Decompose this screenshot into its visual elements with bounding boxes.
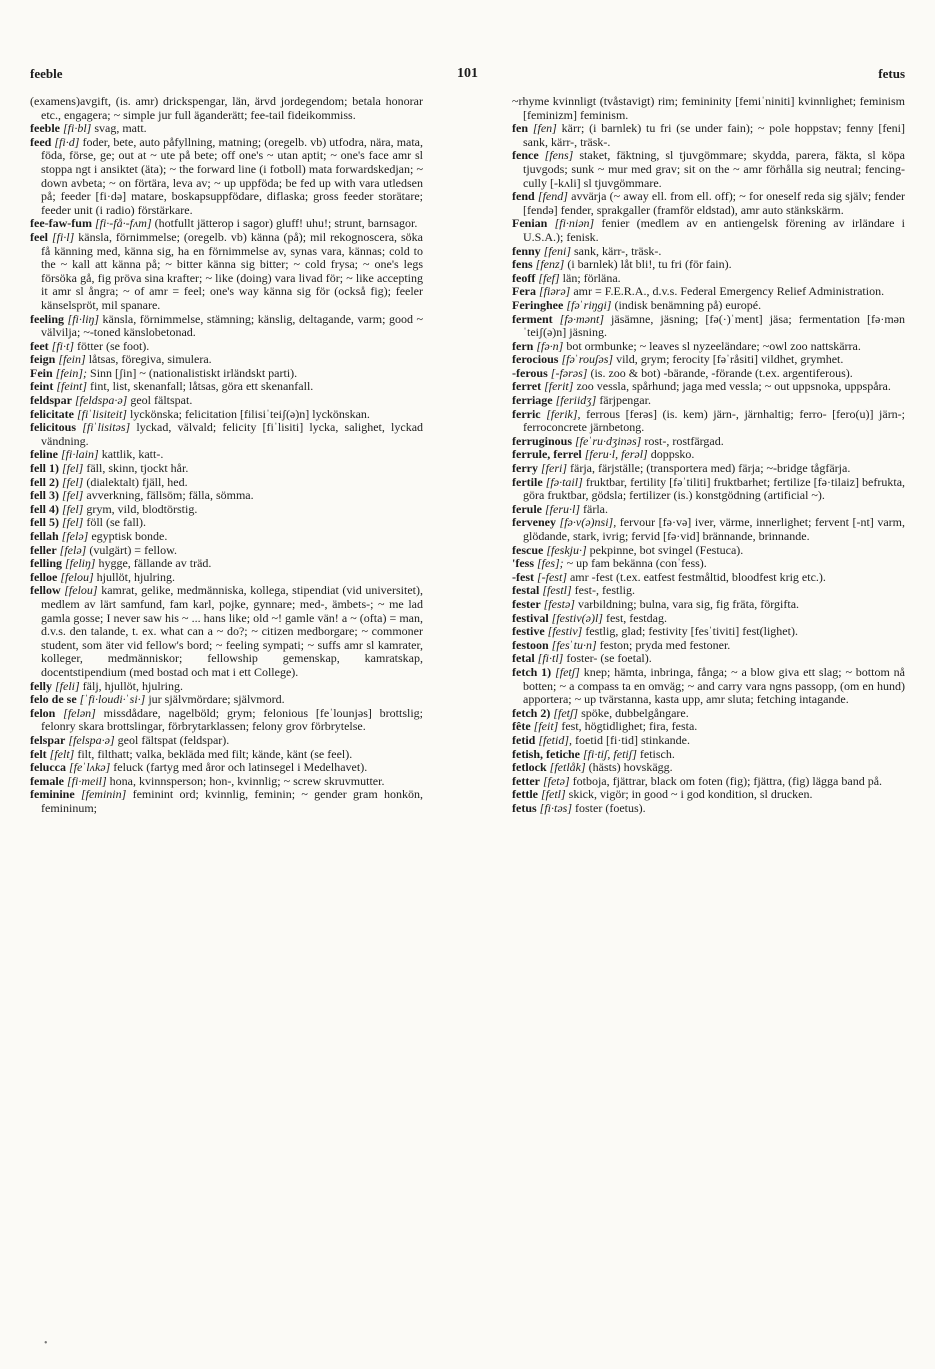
entry-pronunciation: [fi·d] bbox=[54, 134, 80, 149]
dictionary-entry bbox=[512, 598, 905, 612]
entry-pronunciation: [fi·liŋ] bbox=[67, 311, 99, 326]
dictionary-entry bbox=[512, 285, 905, 299]
dictionary-entry bbox=[512, 340, 905, 354]
entry-headword: 'fess bbox=[512, 556, 534, 571]
entry-pronunciation: [feli] bbox=[55, 678, 80, 693]
entry-definition: kamrat, gelike, medmänniska, kollega, stipendiat (vid universitet), medlem av lärt samfund, fam karl, pojke, gynnare; med-, ämbets-; ~ me lad gamla gosse; I never saw his ~ ... hans like; old ~! gamle vän! a ~ (ofta) = man, d.v.s. den talande, t. ex. what can a ~ do?; ~ citizen medborgare; ~ commoner student, som äter vid fellow's bord; ~ feeling sympati; ~ suffs amr sl kamrater, kolleger, medmänniskor; fellowship gemenskap, kamratskap, docentstipendium (med bostad och mat i ett College). bbox=[41, 583, 423, 679]
entry-definition: svag, matt. bbox=[94, 121, 147, 136]
entry-headword: fenny bbox=[512, 243, 541, 258]
entry-headword: felloe bbox=[30, 569, 58, 584]
entry-headword: fetch 2) bbox=[512, 705, 551, 720]
entry-pronunciation: [ferit] bbox=[544, 379, 574, 394]
entry-headword: feoff bbox=[512, 270, 536, 285]
entry-headword: fescue bbox=[512, 542, 544, 557]
entry-pronunciation: [fi·t] bbox=[51, 338, 74, 353]
entry-headword: fell 5) bbox=[30, 515, 59, 530]
dictionary-entry bbox=[30, 707, 423, 734]
entry-headword: Fenian bbox=[512, 216, 548, 231]
entry-pronunciation: [fi·tl] bbox=[537, 651, 564, 666]
entry-pronunciation: [fel] bbox=[62, 474, 84, 489]
entry-definition: fötter (se foot). bbox=[77, 338, 150, 353]
dictionary-entry bbox=[512, 788, 905, 802]
entry-definition: fest, festdag. bbox=[605, 610, 667, 625]
dictionary-entry bbox=[30, 95, 423, 122]
dictionary-entry bbox=[30, 217, 423, 231]
dictionary-entry bbox=[512, 571, 905, 585]
entry-pronunciation: [feri] bbox=[540, 461, 567, 476]
entry-definition: foetid [fi·tid] stinkande. bbox=[575, 732, 690, 747]
entry-headword: feint bbox=[30, 379, 54, 394]
dictionary-entry bbox=[512, 802, 905, 816]
entry-definition: känsla, förnimmelse, stämning; känslig, deltagande, varm; good ~ välvilja; ~-toned känslobetonad. bbox=[41, 311, 423, 340]
entry-headword: ferrule, ferrel bbox=[512, 447, 582, 462]
entry-pronunciation: [feriidʒ] bbox=[555, 393, 597, 408]
entry-definition: sank, kärr-, träsk-. bbox=[574, 243, 662, 258]
entry-definition: ferrous [ferəs] (is. kem) järn-, järnhaltig; ferro- [fero(u)] järn-; ferroconcrete järnbetong. bbox=[523, 406, 905, 435]
entry-headword: fen bbox=[512, 121, 528, 136]
dictionary-entry bbox=[30, 136, 423, 218]
entry-definition: fest-, festlig. bbox=[574, 583, 635, 598]
dictionary-entry bbox=[512, 557, 905, 571]
entry-pronunciation: [fetʃ] bbox=[555, 664, 580, 679]
entry-pronunciation: [felspa·ə] bbox=[68, 732, 115, 747]
entry-definition: län; förläna. bbox=[562, 270, 621, 285]
dictionary-entry bbox=[512, 584, 905, 598]
entry-pronunciation: [fi·tiʃ, fetiʃ] bbox=[582, 746, 637, 761]
entry-pronunciation: [fetə] bbox=[542, 773, 570, 788]
entry-pronunciation: [-fest] bbox=[536, 569, 567, 584]
entry-headword: fell 4) bbox=[30, 501, 59, 516]
entry-headword: feldspar bbox=[30, 393, 72, 408]
dictionary-entry bbox=[512, 652, 905, 666]
dictionary-entry bbox=[512, 435, 905, 449]
dictionary-entry bbox=[512, 408, 905, 435]
entry-pronunciation: [felən] bbox=[63, 705, 96, 720]
entry-pronunciation: [fen] bbox=[532, 121, 557, 136]
entry-definition: bot ormbunke; ~ leaves sl nyzeeländare; ~owl zoo nattskärra. bbox=[566, 338, 861, 353]
entry-headword: fetlock bbox=[512, 760, 547, 775]
entry-definition: (indisk benämning på) europé. bbox=[614, 297, 762, 312]
dictionary-entry bbox=[30, 313, 423, 340]
entry-definition: feston; pryda med festoner. bbox=[599, 637, 731, 652]
entry-definition: ~ up fam bekänna (conˈfess). bbox=[566, 556, 707, 571]
entry-headword: fettle bbox=[512, 787, 538, 802]
entry-definition: foster- (se foetal). bbox=[566, 651, 652, 666]
dictionary-entry bbox=[30, 367, 423, 381]
entry-definition: avvärja (~ away ell. from ell. off); ~ for oneself reda sig själv; fender [fendə] fender, sprakgaller (framför eldstad), amr auto stänkskärm. bbox=[523, 189, 905, 217]
entry-headword: feller bbox=[30, 542, 57, 557]
dictionary-entry bbox=[512, 258, 905, 272]
entry-headword: festal bbox=[512, 583, 540, 598]
entry-headword: feed bbox=[30, 134, 52, 149]
entry-pronunciation: [fəˈriŋgi] bbox=[566, 297, 612, 312]
dictionary-entry bbox=[30, 462, 423, 476]
entry-headword: felo de se bbox=[30, 692, 77, 707]
entry-pronunciation: [festiv(ə)l] bbox=[551, 610, 603, 625]
entry-headword: feline bbox=[30, 447, 58, 462]
dictionary-entry bbox=[512, 462, 905, 476]
entry-pronunciation: [ˈfi·loudi·ˈsi·] bbox=[79, 692, 146, 707]
dictionary-entry bbox=[512, 367, 905, 381]
entry-definition: (hotfullt jätterop i sagor) gluff! uhu!; strunt, barnsagor. bbox=[154, 216, 418, 231]
dictionary-entry bbox=[30, 489, 423, 503]
entry-definition: fruktbar, fertility [fəˈtiliti] fruktbarhet; fertilize [fə·tilaiz] befrukta, göra fruktbar, gödsla; fertilizer (is.) konstgödning (artificial ~). bbox=[523, 474, 905, 503]
dictionary-entry bbox=[512, 313, 905, 340]
entry-pronunciation: [felt] bbox=[49, 746, 75, 761]
entry-definition: jur självmördare; självmord. bbox=[148, 692, 285, 707]
entry-definition: hjullöt, hjulring. bbox=[96, 569, 176, 584]
entry-pronunciation: [fi·bl] bbox=[62, 121, 92, 136]
entry-headword: ferric bbox=[512, 406, 541, 421]
entry-pronunciation: [feint] bbox=[56, 379, 87, 394]
entry-definition: amr -fest (t.ex. eatfest festmåltid, bloodfest krig etc.). bbox=[569, 569, 826, 584]
entry-definition: fälj, hjullöt, hjulring. bbox=[82, 678, 183, 693]
entry-pronunciation: [feru·l] bbox=[544, 501, 580, 516]
dictionary-entry bbox=[30, 680, 423, 694]
entry-definition: fäll, skinn, tjockt hår. bbox=[86, 461, 189, 476]
entry-definition: geol fältspat. bbox=[130, 393, 193, 408]
entry-pronunciation: [festiv] bbox=[547, 624, 583, 639]
entry-headword: feminine bbox=[30, 787, 75, 802]
entry-headword: -fest bbox=[512, 569, 534, 584]
entry-headword: felling bbox=[30, 556, 62, 571]
entry-headword: fens bbox=[512, 257, 533, 272]
entry-pronunciation: [feldspa·ə] bbox=[75, 393, 128, 408]
entry-definition: fervour [fə·və] iver, värme, innerlighet; fervent [-nt] varm, glödande, stark, ivrig; fervid [fə·vid] brännande, brinnande. bbox=[523, 515, 905, 543]
dictionary-entry bbox=[512, 190, 905, 217]
entry-definition: färja, färjställe; (transportera med) färja; ~-bridge tågfärja. bbox=[570, 461, 851, 476]
page-number: 101 bbox=[457, 66, 478, 81]
dictionary-entry bbox=[512, 353, 905, 367]
entry-headword: fertile bbox=[512, 474, 543, 489]
page-speck: • bbox=[44, 1338, 48, 1349]
entry-headword: felly bbox=[30, 678, 52, 693]
entry-definition: vild, grym; ferocity [fəˈråsiti] vildhet, grymhet. bbox=[616, 352, 844, 367]
entry-headword: fellow bbox=[30, 583, 61, 598]
entry-definition: jäsämne, jäsning; [fə(·)ˈment] jäsa; fermentation [fə·mənˈteiʃ(ə)n] jäsning. bbox=[523, 311, 905, 340]
entry-headword: feel bbox=[30, 229, 48, 244]
entry-headword: festoon bbox=[512, 637, 549, 652]
entry-definition: kärr; (i barnlek) tu fri (se under fain); ~ pole hoppstav; fenny [feni] sank, kärr-, träsk-. bbox=[523, 121, 905, 149]
entry-definition: egyptisk bonde. bbox=[91, 529, 168, 543]
entry-definition: feminint ord; kvinnlig, feminin; ~ gender gram honkön, femininum; bbox=[41, 787, 423, 815]
entry-definition: kattlik, katt-. bbox=[101, 447, 164, 462]
dictionary-entry bbox=[512, 217, 905, 244]
entry-headword: ferment bbox=[512, 311, 553, 326]
entry-definition: låtsas, föregiva, simulera. bbox=[88, 352, 212, 367]
entry-headword: festive bbox=[512, 624, 545, 639]
dictionary-entry bbox=[512, 544, 905, 558]
dictionary-entry bbox=[512, 761, 905, 775]
entry-definition: amr = F.E.R.A., d.v.s. Federal Emergency Relief Administration. bbox=[573, 284, 885, 299]
dictionary-entry bbox=[512, 612, 905, 626]
dictionary-entry bbox=[30, 748, 423, 762]
entry-definition: (i barnlek) låt bli!, tu fri (för fain). bbox=[567, 257, 732, 272]
dictionary-entry bbox=[30, 584, 423, 679]
entry-headword: fell 3) bbox=[30, 488, 59, 503]
entry-definition: knep; hämta, inbringa, fånga; ~ a blow giva ett slag; ~ bottom nå botten; ~ a compass ta en omväg; ~ and carry vara ngns passopp, (om en hund) apportera; ~ up tvärstanna, kasta upp, amr sluta; fetching intagande. bbox=[523, 664, 905, 707]
entry-definition: doppsko. bbox=[650, 447, 695, 462]
entry-headword: feeling bbox=[30, 311, 64, 326]
entry-headword: fee-faw-fum bbox=[30, 216, 92, 231]
dictionary-entry bbox=[512, 666, 905, 707]
dictionary-entry bbox=[512, 149, 905, 190]
dictionary-entry bbox=[30, 516, 423, 530]
entry-pronunciation: [festl] bbox=[542, 583, 572, 598]
dictionary-entry bbox=[30, 340, 423, 354]
entry-headword: ferule bbox=[512, 501, 542, 516]
entry-definition: avverkning, fällsöm; fälla, sömma. bbox=[86, 488, 254, 503]
entry-definition: fenier (medlem av en antiengelsk förening av irländare i U.S.A.); fenisk. bbox=[523, 216, 905, 244]
entry-definition: (vulgärt) = fellow. bbox=[89, 542, 177, 557]
entry-definition: känsla, förnimmelse; (oregelb. vb) känna (på); mil rekognoscera, söka få känning med, känna sig, ha en förnimmelse av, synas vara, kännas; cold to the ~ kall att känna på; ~ bitter känna sig bitter; ~ cold frysa; ~ one's legs försöka gå, fig pröva sina krafter; ~ like (doing) vara livad för; ~ like accepting it amr sl ångra; ~ of amr = feel; one's way känna sig för (också fig); feeler känselspröt, mil spanare. bbox=[41, 229, 423, 312]
entry-headword: fern bbox=[512, 338, 534, 353]
entry-pronunciation: [fi·niən] bbox=[554, 216, 595, 231]
entry-pronunciation: [fi·lain] bbox=[61, 447, 99, 462]
entry-pronunciation: [fel] bbox=[62, 501, 84, 516]
entry-headword: fell 1) bbox=[30, 461, 59, 476]
entry-definition: geol fältspat (feldspar). bbox=[117, 732, 230, 747]
dictionary-entry bbox=[512, 95, 905, 122]
entry-definition: missdådare, nagelböld; grym; felonious [feˈlounjəs] brottslig; felonry skara brottslingar, förbrytarklassen; felony grov förbrytelse. bbox=[41, 705, 423, 734]
entry-headword: ferocious bbox=[512, 352, 559, 367]
left-column bbox=[30, 95, 423, 1340]
entry-pronunciation: [festə] bbox=[543, 596, 575, 611]
entry-headword: feign bbox=[30, 352, 56, 367]
entry-pronunciation: [feˈlʌkə] bbox=[68, 760, 111, 775]
entry-pronunciation: [fef] bbox=[538, 270, 560, 285]
dictionary-entry bbox=[512, 448, 905, 462]
entry-headword: felspar bbox=[30, 732, 66, 747]
entry-definition: (dialektalt) fjäll, hed. bbox=[86, 474, 188, 489]
dictionary-entry bbox=[512, 707, 905, 721]
entry-pronunciation: [fi·təs] bbox=[539, 800, 573, 815]
entry-pronunciation: [fel] bbox=[62, 461, 84, 476]
entry-definition: skick, vigör; in good ~ i god kondition, sl drucken. bbox=[568, 787, 813, 802]
entry-headword: felucca bbox=[30, 760, 66, 775]
entry-definition: färla. bbox=[583, 501, 608, 516]
entry-pronunciation: [feni] bbox=[543, 243, 572, 258]
entry-definition: varbildning; bulna, vara sig, fig fräta, förgifta. bbox=[577, 596, 800, 611]
entry-headword: fell 2) bbox=[30, 474, 59, 489]
entry-headword: Fera bbox=[512, 284, 536, 299]
dictionary-entry bbox=[512, 625, 905, 639]
entry-pronunciation: [fi·meil] bbox=[66, 773, 107, 788]
entry-headword: -ferous bbox=[512, 365, 548, 380]
entry-pronunciation: [feskju·] bbox=[546, 542, 587, 557]
entry-headword: fetal bbox=[512, 651, 535, 666]
entry-pronunciation: [ferik], bbox=[546, 406, 581, 421]
entry-pronunciation: [fə·tail] bbox=[545, 474, 583, 489]
entry-definition: fest, högtidlighet; fira, festa. bbox=[561, 719, 698, 734]
entry-pronunciation: [fes]; bbox=[537, 556, 564, 571]
entry-pronunciation: [fein] bbox=[58, 352, 86, 367]
dictionary-entry bbox=[512, 245, 905, 259]
dictionary-entry bbox=[512, 748, 905, 762]
entry-definition: (is. zoo & bot) -bärande, -förande (t.ex. argentiferous). bbox=[590, 365, 853, 380]
entry-pronunciation: [fəˈrouʃəs] bbox=[561, 352, 614, 367]
dictionary-entry bbox=[30, 231, 423, 313]
entry-pronunciation: [fein]; bbox=[55, 365, 88, 380]
entry-definition: pekpinne, bot svingel (Festuca). bbox=[589, 542, 744, 557]
right-column bbox=[512, 95, 905, 1340]
entry-headword: Feringhee bbox=[512, 297, 564, 312]
dictionary-entry bbox=[512, 299, 905, 313]
entry-pronunciation: [feˈru·dʒinəs] bbox=[575, 433, 642, 448]
entry-headword: fester bbox=[512, 596, 541, 611]
dictionary-entry bbox=[30, 775, 423, 789]
entry-headword: felt bbox=[30, 746, 47, 761]
dictionary-entry bbox=[30, 122, 423, 136]
dictionary-entry bbox=[512, 122, 905, 149]
entry-pronunciation: [fiˈlisiteit] bbox=[76, 406, 127, 421]
entry-definition: fint, list, skenanfall; låtsas, göra ett skenanfall. bbox=[90, 379, 314, 394]
entry-headword: felicitate bbox=[30, 406, 74, 421]
dictionary-entry bbox=[30, 380, 423, 394]
dictionary-entry bbox=[512, 272, 905, 286]
entry-headword: ferry bbox=[512, 461, 538, 476]
entry-definition: foster (foetus). bbox=[575, 800, 646, 815]
dictionary-entry bbox=[512, 639, 905, 653]
entry-pronunciation: [felə] bbox=[59, 542, 87, 557]
dictionary-entry bbox=[512, 380, 905, 394]
entry-pronunciation: [fend] bbox=[537, 189, 568, 204]
entry-headword: fetus bbox=[512, 800, 537, 815]
entry-pronunciation: [fi·l] bbox=[51, 229, 75, 244]
entry-definition: Sinn [ʃin] ~ (nationalistiskt irländskt parti). bbox=[90, 365, 298, 380]
entry-definition: ~rhyme kvinnligt (tvåstavigt) rim; femininity [femiˈniniti] kvinnlighet; feminism [feminizm] feminism. bbox=[512, 95, 905, 122]
entry-definition: hona, kvinnsperson; hon-, kvinnlig; ~ screw skruvmutter. bbox=[109, 773, 385, 788]
entry-headword: felicitous bbox=[30, 420, 76, 435]
dictionary-entry bbox=[30, 571, 423, 585]
entry-headword: Fein bbox=[30, 365, 53, 380]
dictionary-entry bbox=[30, 530, 423, 544]
entry-definition: lyckad, välvald; felicity [fiˈlisiti] lycka, salighet, lyckad vändning. bbox=[41, 420, 423, 448]
dictionary-entry bbox=[30, 408, 423, 422]
dictionary-entry bbox=[30, 448, 423, 462]
dictionary-entry bbox=[30, 761, 423, 775]
entry-headword: fellah bbox=[30, 529, 59, 543]
dictionary-entry bbox=[30, 734, 423, 748]
entry-pronunciation: [fiˈlisitəs] bbox=[82, 420, 131, 435]
entry-definition: (examens)avgift, (is. amr) drickspengar, län, ärvd jordegendom; betala honorar etc., engagera; ~ simple jur full äganderätt; fee-tail fideikommiss. bbox=[30, 95, 423, 122]
entry-definition: spöke, dubbelgångare. bbox=[581, 705, 689, 720]
entry-pronunciation: [feliŋ] bbox=[65, 556, 96, 571]
entry-definition: rost-, rostfärgad. bbox=[644, 433, 724, 448]
page-header bbox=[30, 66, 905, 86]
entry-definition: filt, filthatt; valka, bekläda med filt; kände, känt (se feel). bbox=[77, 746, 353, 761]
entry-pronunciation: [fetl] bbox=[540, 787, 566, 802]
dictionary-entry bbox=[30, 788, 423, 815]
entry-pronunciation: [feit] bbox=[533, 719, 559, 734]
entry-definition: färjpengar. bbox=[599, 393, 651, 408]
entry-headword: ferriage bbox=[512, 393, 553, 408]
entry-pronunciation: [feru·l, ferəl] bbox=[584, 447, 648, 462]
entry-pronunciation: [fel] bbox=[62, 488, 84, 503]
entry-pronunciation: [felə] bbox=[61, 529, 89, 543]
header-right-guideword: fetus bbox=[878, 66, 905, 81]
dictionary-entry bbox=[512, 476, 905, 503]
entry-definition: feluck (fartyg med åror och latinsegel i Medelhavet). bbox=[113, 760, 368, 775]
dictionary-entry bbox=[512, 720, 905, 734]
entry-definition: festlig, glad; festivity [fesˈtiviti] fest(lighet). bbox=[585, 624, 798, 639]
entry-headword: fetch 1) bbox=[512, 664, 552, 679]
dictionary-entry bbox=[30, 557, 423, 571]
dictionary-entry bbox=[512, 394, 905, 408]
entry-definition: lyckönska; felicitation [filisiˈteiʃ(ə)n] lyckönskan. bbox=[129, 406, 370, 421]
entry-headword: fend bbox=[512, 189, 535, 204]
entry-pronunciation: [-fərəs] bbox=[550, 365, 588, 380]
entry-definition: zoo vessla, spårhund; jaga med vessla; ~ out uppsnoka, uppspåra. bbox=[576, 379, 891, 394]
entry-pronunciation: [fenz] bbox=[535, 257, 565, 272]
dictionary-entry bbox=[30, 544, 423, 558]
entry-pronunciation: [feminin] bbox=[80, 787, 127, 802]
entry-headword: fetid bbox=[512, 732, 536, 747]
entry-pronunciation: [fiərə] bbox=[538, 284, 571, 299]
header-left-guideword: feeble bbox=[30, 66, 63, 81]
entry-headword: felon bbox=[30, 705, 56, 720]
entry-definition: föll (se fall). bbox=[86, 515, 146, 530]
dictionary-entry bbox=[512, 503, 905, 517]
entry-headword: feeble bbox=[30, 121, 60, 136]
entry-definition: (hästs) hovskägg. bbox=[588, 760, 673, 775]
entry-headword: ferret bbox=[512, 379, 542, 394]
dictionary-entry bbox=[30, 394, 423, 408]
entry-pronunciation: [felou] bbox=[64, 583, 98, 598]
dictionary-entry bbox=[30, 421, 423, 448]
entry-pronunciation: [fetʃ] bbox=[553, 705, 579, 720]
entry-pronunciation: [fesˈtu·n] bbox=[551, 637, 597, 652]
entry-definition: staket, fäktning, sl tjuvgömmare; skydda, parera, fäkta, sl köpa tjuvgods; sunk ~ mur med grav; sit on the ~ amr förhålla sig neutral; fencing-cully [-kʌli] sl tjuvgömmare. bbox=[523, 148, 905, 190]
entry-headword: fête bbox=[512, 719, 531, 734]
entry-pronunciation: [fə·v(ə)nsi], bbox=[559, 515, 617, 530]
entry-definition: hygge, fällande av träd. bbox=[98, 556, 212, 571]
entry-pronunciation: [fens] bbox=[544, 148, 574, 163]
entry-headword: feet bbox=[30, 338, 49, 353]
entry-definition: fetisch. bbox=[639, 746, 675, 761]
entry-pronunciation: [fə·mənt] bbox=[559, 311, 604, 326]
dictionary-entry bbox=[512, 775, 905, 789]
entry-definition: fotboja, fjättrar, black om foten (fig); fjättra, (fig) lägga band på. bbox=[572, 773, 883, 788]
entry-pronunciation: [fə·n] bbox=[536, 338, 564, 353]
entry-pronunciation: [fetid], bbox=[538, 732, 572, 747]
entry-pronunciation: [fel] bbox=[62, 515, 84, 530]
dictionary-entry bbox=[30, 503, 423, 517]
dictionary-entry bbox=[30, 693, 423, 707]
entry-headword: ferveney bbox=[512, 515, 556, 530]
dictionary-entry bbox=[30, 353, 423, 367]
entry-headword: female bbox=[30, 773, 64, 788]
dictionary-entry bbox=[30, 476, 423, 490]
entry-pronunciation: [felou] bbox=[60, 569, 94, 584]
entry-headword: fetter bbox=[512, 773, 540, 788]
entry-headword: fence bbox=[512, 148, 539, 163]
entry-definition: foder, bete, auto påfyllning, matning; (oregelb. vb) utfodra, nära, mata, föda, förse, ge; out at ~ ute på bete; off one's ~ utan aptit; ~ one's face amr sl stoppa ngt i ansiktet (äta); ~ the forward line (i fotboll) mata forwardskedjan; ~ down avbeta; ~ on förtära, leva av; ~ up uppföda; be fed up with vara utledsen på; feeder [fi·də] matare, boskapsuppfödare, diflaska; gross feeder storätare; feeder unit (i radio) förstärkare. bbox=[41, 134, 423, 217]
entry-headword: festival bbox=[512, 610, 549, 625]
entry-headword: ferruginous bbox=[512, 433, 572, 448]
entry-definition: grym, vild, blodtörstig. bbox=[86, 501, 198, 516]
entry-headword: fetish, fetiche bbox=[512, 746, 580, 761]
dictionary-entry bbox=[512, 734, 905, 748]
entry-pronunciation: [fetlåk] bbox=[549, 760, 586, 775]
dictionary-entry bbox=[512, 516, 905, 543]
entry-pronunciation: [fi·-få·-fʌm] bbox=[94, 216, 152, 231]
